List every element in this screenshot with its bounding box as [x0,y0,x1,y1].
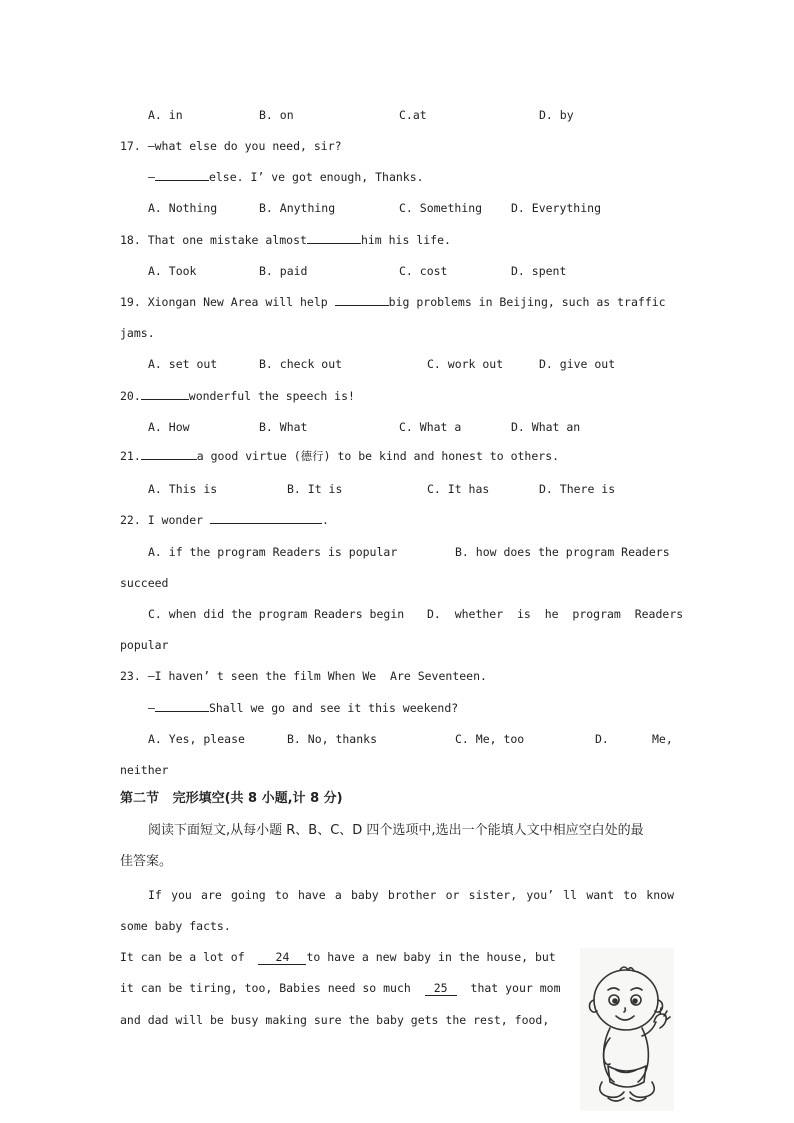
q19-stem [120,294,666,310]
q19-stem-start: 19. Xiongan New Area will help [120,295,328,309]
q22-stem [120,512,329,528]
q20-option-d: D. What an [511,420,581,434]
blank-25: 25 [425,981,457,996]
q21-option-c: C. It has [427,482,490,496]
q21-option-b: B. It is [287,482,343,496]
q22-stem-end: . [322,513,329,527]
q18-stem [120,232,451,248]
q23-stem: 23. —I haven’ t seen the film When We Are Seventeen. [120,669,487,683]
q17-option-b: B. Anything [259,201,336,215]
q21-stem-end: a good virtue (德行) to be kind and honest to others. [196,449,560,463]
passage-line-2: some baby facts. [120,919,231,933]
q23-option-d-continued: neither [120,763,169,777]
q18-blank [307,232,361,244]
q18-option-c: C. cost [399,264,448,278]
q19-stem-continued: jams. [120,326,155,340]
blank-24: 24 [258,950,306,965]
q18-stem-start: 18. That one mistake almost [120,233,307,247]
q23-option-a: A. Yes, please [148,732,245,746]
baby-illustration [580,948,674,1111]
q21-option-a: A. This is [148,482,218,496]
q18-option-b: B. paid [259,264,308,278]
q16-option-b: B. on [259,108,294,122]
passage-line-4 [120,980,561,996]
q22-option-d: D. whether is he program Readers [427,607,684,621]
q18-option-d: D. spent [511,264,567,278]
q21-stem-start: 21. [120,449,141,463]
q22-blank [210,512,322,524]
q23-option-d-text: Me, [652,732,673,746]
q23-reply-text: Shall we go and see it this weekend? [208,701,459,715]
q21-option-d: D. There is [539,482,616,496]
passage-line-4-start: it can be tiring, too, Babies need so much [120,981,411,995]
q22-option-c: C. when did the program Readers begin [148,607,405,621]
q23-blank [155,700,209,712]
q20-option-b: B. What [259,420,308,434]
q16-option-d: D. by [539,108,574,122]
q20-option-c: C. What a [399,420,462,434]
q22-stem-start: 22. I wonder [120,513,204,527]
q17-option-a: A. Nothing [148,201,218,215]
q18-option-a: A. Took [148,264,197,278]
q17-reply [148,169,424,185]
instruction-line-1: 阅读下面短文,从每小题 R、B、C、D 四个选项中,选出一个能填人文中相应空白处的最 [148,823,644,838]
q20-blank [141,388,189,400]
q22-option-d-continued: popular [120,638,169,652]
passage-line-3-start: It can be a lot of [120,950,245,964]
passage-line-3 [120,949,556,965]
q23-reply-dash: — [148,701,155,715]
passage-line-1: If you are going to have a baby brother or sister, you’ ll want to know [148,888,674,902]
q23-option-d-letter: D. [595,732,609,746]
q22-option-b: B. how does the program Readers [455,545,670,559]
q16-option-a: A. in [148,108,183,122]
q17-reply-dash: — [148,170,155,184]
q23-option-c: C. Me, too [455,732,525,746]
q21-stem [120,448,559,464]
q20-stem-start: 20. [120,389,141,403]
q19-option-b: B. check out [259,357,343,371]
passage-line-3-end: to have a new baby in the house, but [306,950,556,964]
q16-option-c: C.at [399,108,427,122]
q17-stem: 17. —what else do you need, sir? [120,139,342,153]
q17-reply-text: else. I’ ve got enough, Thanks. [208,170,424,184]
q17-option-d: D. Everything [511,201,602,215]
instruction-line-2: 佳答案。 [120,854,173,869]
q20-stem-end: wonderful the speech is! [188,389,355,403]
q19-blank [335,294,389,306]
q20-stem [120,388,355,404]
passage-line-5: and dad will be busy making sure the baby gets the rest, food, [120,1013,550,1027]
q19-option-d: D. give out [539,357,616,371]
q19-stem-end: big problems in Beijing, such as traffic [388,295,666,309]
q17-blank [155,169,209,181]
baby-drawing [580,948,674,1111]
q18-stem-end: him his life. [360,233,451,247]
q22-option-a: A. if the program Readers is popular [148,545,398,559]
q22-option-b-continued: succeed [120,576,169,590]
q23-reply [148,700,458,716]
q19-option-a: A. set out [148,357,218,371]
q17-option-c: C. Something [399,201,483,215]
q20-option-a: A. How [148,420,190,434]
q21-blank [141,448,197,460]
passage-line-4-end: that your mom [470,981,561,995]
section-heading: 第二节 完形填空(共 8 小题,计 8 分) [120,791,343,806]
q23-option-b: B. No, thanks [287,732,378,746]
q19-option-c: C. work out [427,357,504,371]
